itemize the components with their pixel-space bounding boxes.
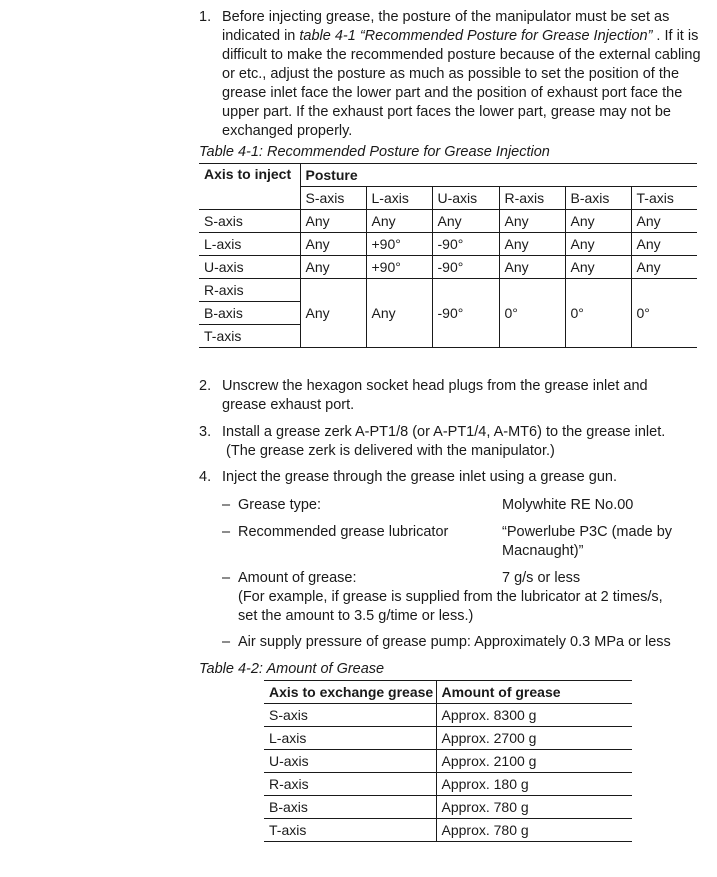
spec-value-cont: Macnaught)” [502, 543, 584, 559]
cell: -90° [432, 233, 499, 256]
row-amount: Approx. 180 g [436, 773, 632, 796]
column-header: R-axis [499, 187, 565, 210]
spec-value: 7 g/s or less [502, 570, 581, 586]
merged-cell: 0° [631, 279, 697, 348]
posture-table [199, 163, 697, 348]
cell: Any [631, 210, 697, 233]
step-number: 2. [199, 378, 212, 394]
merged-cell: -90° [432, 279, 499, 348]
column-header: L-axis [366, 187, 432, 210]
row-axis: B-axis [264, 796, 436, 819]
spec-label: Air supply pressure of grease pump: Approximately 0.3 MPa or less [238, 634, 671, 650]
cell: Any [499, 256, 565, 279]
cell: Any [366, 210, 432, 233]
header-amount: Amount of grease [436, 681, 632, 704]
row-amount: Approx. 780 g [436, 796, 632, 819]
table-row [199, 256, 697, 279]
spec-label: Grease type: [238, 497, 322, 513]
column-header: S-axis [300, 187, 366, 210]
row-axis: S-axis [264, 704, 436, 727]
cell: Any [499, 210, 565, 233]
step-number: 3. [199, 424, 212, 440]
table-reference: table 4-1 “Recommended Posture for Grease Injection” [299, 28, 653, 44]
row-axis: T-axis [264, 819, 436, 842]
grease-amount-table [264, 680, 632, 842]
cell: Any [432, 210, 499, 233]
cell: Any [631, 233, 697, 256]
table-4-1-caption: Table 4-1: Recommended Posture for Grease Injection [199, 144, 550, 160]
step-number: 4. [199, 469, 212, 485]
spec-value: Molywhite RE No.00 [502, 497, 634, 513]
cell: +90° [366, 233, 432, 256]
spec-label: Amount of grease: [238, 570, 357, 586]
spec-label: Recommended grease lubricator [238, 524, 449, 540]
row-axis: R-axis [199, 279, 300, 302]
cell: Any [565, 256, 631, 279]
table-header-row [264, 681, 632, 704]
table-row [264, 750, 632, 773]
cell: Any [565, 233, 631, 256]
merged-cell: Any [300, 279, 366, 348]
step-text: Install a grease zerk A-PT1/8 (or A-PT1/4, A-MT6) to the grease inlet. (The grease zerk is delivered with the manipulator.) [222, 424, 666, 459]
row-amount: Approx. 8300 g [436, 704, 632, 727]
row-amount: Approx. 2100 g [436, 750, 632, 773]
table-row [199, 210, 697, 233]
row-axis: S-axis [199, 210, 300, 233]
table-row [199, 279, 697, 302]
header-axis-to-inject: Axis to inject [199, 164, 300, 210]
table-row [264, 727, 632, 750]
step-text: Unscrew the hexagon socket head plugs from the grease inlet and grease exhaust port. [222, 378, 648, 413]
step-text: Inject the grease through the grease inlet using a grease gun. [222, 469, 617, 485]
merged-cell: 0° [499, 279, 565, 348]
cell: Any [300, 233, 366, 256]
row-amount: Approx. 2700 g [436, 727, 632, 750]
row-axis: B-axis [199, 302, 300, 325]
column-header: T-axis [631, 187, 697, 210]
step-number: 1. [199, 9, 212, 25]
spec-note: (For example, if grease is supplied from the lubricator at 2 times/s, [238, 589, 663, 605]
step-text: Before injecting grease, the posture of the manipulator must be set as indicated in table 4-1 “Recommended Posture for Grease Injection” . If it is difficult to make the recommended posture because of the external cabling or etc., adjust the posture as much as possible to set the position of the grease inlet face the lower part and the position of exhaust port face the upper part. If the exhaust port faces the lower part, grease may not be exchanged properly. [222, 9, 701, 139]
row-axis: T-axis [199, 325, 300, 348]
table-row [199, 233, 697, 256]
table-header-row [199, 164, 697, 187]
cell: -90° [432, 256, 499, 279]
table-4-2-caption: Table 4-2: Amount of Grease [199, 661, 385, 677]
row-axis: L-axis [264, 727, 436, 750]
header-posture: Posture [300, 164, 697, 187]
table-row [264, 796, 632, 819]
table-row [264, 773, 632, 796]
cell: Any [300, 210, 366, 233]
header-axis: Axis to exchange grease [264, 681, 436, 704]
cell: Any [565, 210, 631, 233]
cell: Any [499, 233, 565, 256]
row-axis: U-axis [199, 256, 300, 279]
cell: +90° [366, 256, 432, 279]
row-axis: U-axis [264, 750, 436, 773]
cell: Any [631, 256, 697, 279]
row-axis: R-axis [264, 773, 436, 796]
merged-cell: 0° [565, 279, 631, 348]
row-amount: Approx. 780 g [436, 819, 632, 842]
cell: Any [300, 256, 366, 279]
spec-note: set the amount to 3.5 g/time or less.) [238, 608, 474, 624]
table-row [264, 704, 632, 727]
table-row [264, 819, 632, 842]
column-header: B-axis [565, 187, 631, 210]
row-axis: L-axis [199, 233, 300, 256]
merged-cell: Any [366, 279, 432, 348]
column-header: U-axis [432, 187, 499, 210]
spec-value: “Powerlube P3C (made by [502, 524, 673, 540]
